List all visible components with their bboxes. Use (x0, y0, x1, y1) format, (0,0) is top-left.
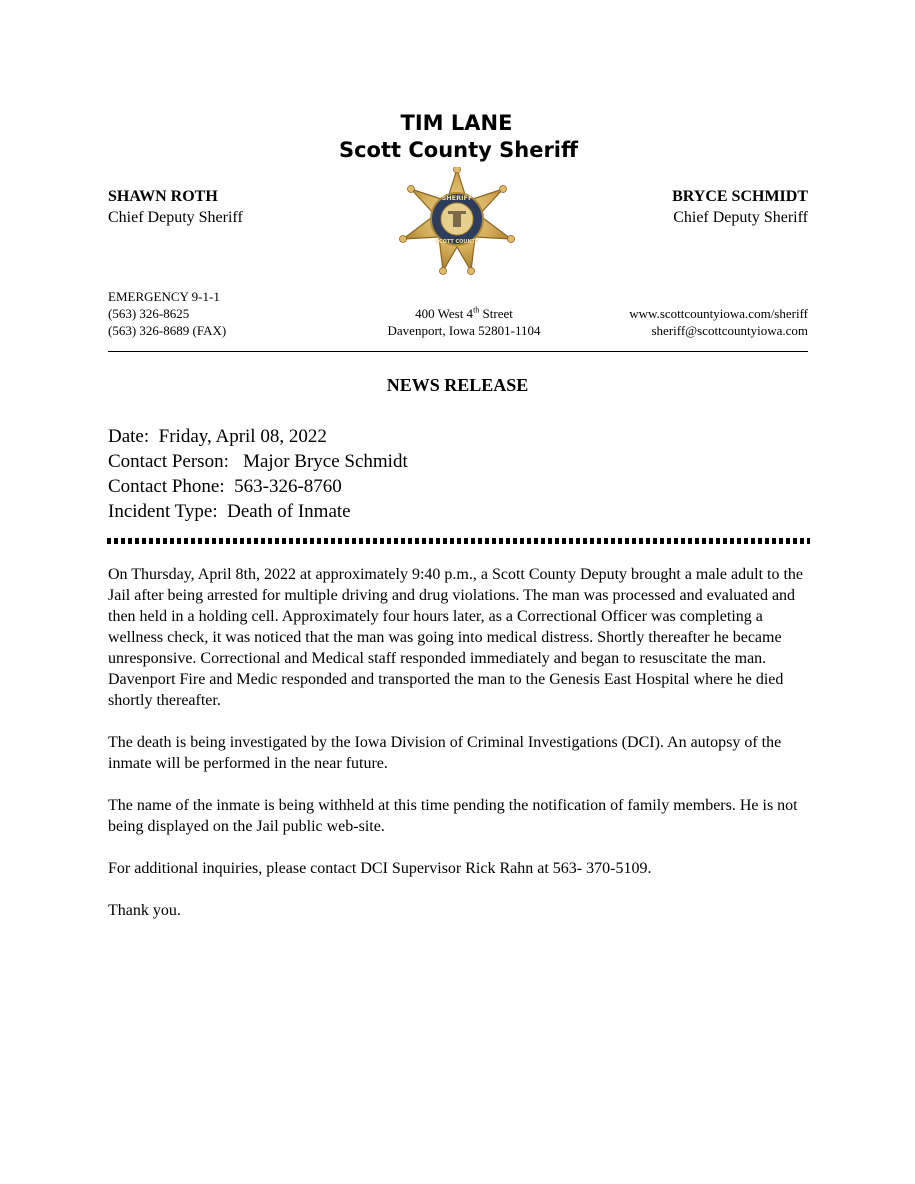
release-body (108, 564, 818, 942)
left-deputy-block (108, 186, 243, 228)
meta-incident-type: Incident Type: Death of Inmate (108, 501, 351, 522)
body-paragraph: For additional inquiries, please contact DCI Supervisor Rick Rahn at 563- 370-5109. (108, 860, 652, 877)
left-deputy-name: SHAWN ROTH (108, 188, 218, 205)
address-line-1: 400 West 4th Street (415, 305, 513, 321)
sheriff-name: TIM LANE (400, 111, 513, 135)
left-deputy-role: Chief Deputy Sheriff (108, 209, 243, 226)
body-paragraph: The name of the inmate is being withheld at this time pending the notification of family members. He is not being displayed on the Jail public web-site. (108, 797, 798, 835)
body-closing: Thank you. (108, 902, 181, 919)
dotted-divider (107, 538, 810, 544)
sheriff-title: Scott County Sheriff (338, 138, 579, 162)
svg-text:SCOTT COUNTY: SCOTT COUNTY (435, 239, 479, 245)
emergency-line: EMERGENCY 9-1-1 (108, 289, 220, 304)
right-deputy-block (672, 186, 808, 228)
svg-text:SHERIFF: SHERIFF (441, 194, 473, 202)
meta-contact-person: Contact Person: Major Bryce Schmidt (108, 451, 408, 472)
right-deputy-role: Chief Deputy Sheriff (673, 209, 808, 226)
phone-line: (563) 326-8625 (108, 306, 190, 321)
fax-line: (563) 326-8689 (FAX) (108, 323, 227, 338)
meta-date: Date: Friday, April 08, 2022 (108, 426, 327, 447)
contact-phones (108, 288, 226, 339)
meta-contact-phone: Contact Phone: 563-326-8760 (108, 476, 342, 497)
website-link[interactable]: www.scottcountyiowa.com/sheriff (629, 306, 808, 321)
right-deputy-name: BRYCE SCHMIDT (672, 188, 808, 205)
address-line-2: Davenport, Iowa 52801-1104 (387, 323, 541, 338)
news-release-title: NEWS RELEASE (386, 375, 529, 395)
contact-address (373, 305, 555, 339)
contact-web (629, 305, 808, 339)
release-metadata (108, 424, 408, 524)
body-paragraph: The death is being investigated by the Iowa Division of Criminal Investigations (DCI). An autopsy of the inmate will be performed in the near future. (108, 734, 782, 772)
email-link[interactable]: sheriff@scottcountyiowa.com (651, 323, 808, 338)
body-paragraph: On Thursday, April 8th, 2022 at approximately 9:40 p.m., a Scott County Deputy brought a male adult to the Jail after being arrested for multiple driving and drug violations. The man was processed and evaluated and then held in a holding cell. Approximately four hours later, as a Correctional Officer was completing a wellness check, it was noticed that the man was going into medical distress. Shortly thereafter he became unresponsive. Correctional and Medical staff responded immediately and began to resuscitate the man. Davenport Fire and Medic responded and transported the man to the Genesis East Hospital where he died shortly thereafter. (108, 566, 804, 709)
header-divider (108, 351, 808, 352)
sheriff-badge-icon (399, 167, 515, 275)
